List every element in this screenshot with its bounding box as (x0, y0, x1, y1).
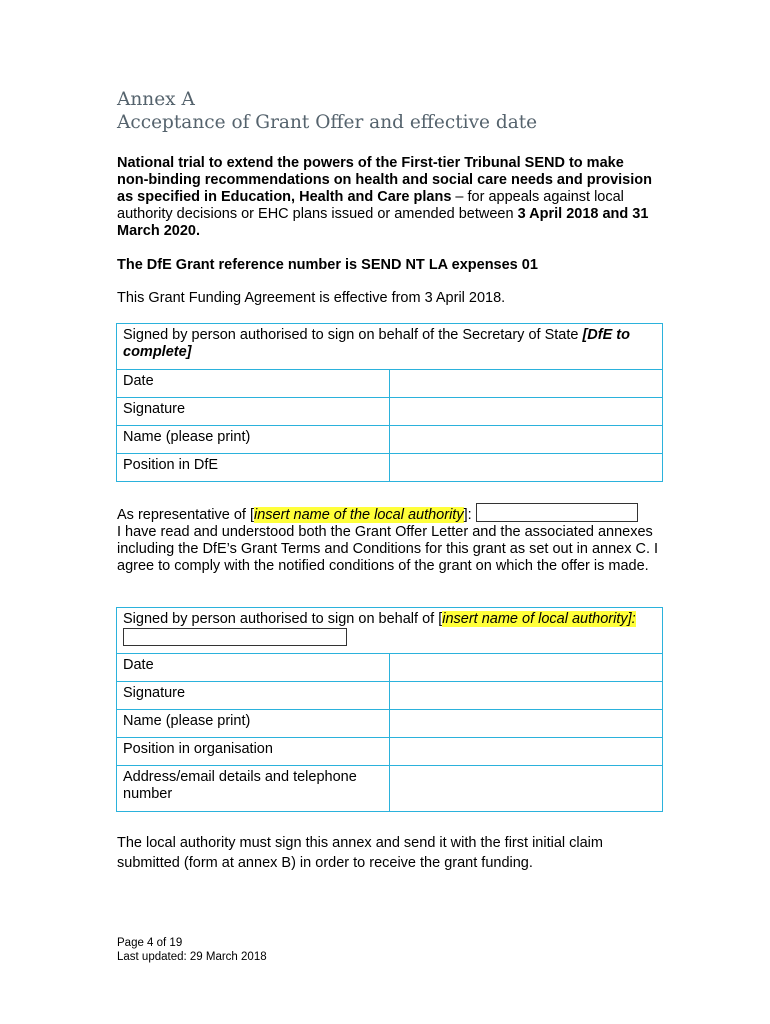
representative-line (117, 503, 667, 524)
rep-suffix: ]: (463, 507, 472, 523)
la-row-label-date: Date (117, 654, 390, 682)
dfe-signature-field[interactable] (390, 398, 663, 426)
annex-label: Annex A (117, 89, 195, 110)
la-signature-field[interactable] (390, 682, 663, 710)
rep-placeholder: insert name of the local authority (254, 507, 464, 523)
effective-statement: This Grant Funding Agreement is effective from 3 April 2018. (117, 290, 506, 306)
la-header-placeholder: insert name of local authority (442, 611, 628, 627)
la-table-header (117, 608, 663, 654)
last-updated: Last updated: 29 March 2018 (117, 951, 267, 963)
la-row-label-name: Name (please print) (117, 710, 390, 738)
dfe-header-note: [DfE to complete] (123, 327, 630, 360)
annex-subtitle: Acceptance of Grant Offer and effective date (117, 112, 538, 133)
la-header-text: Signed by person authorised to sign on behalf of [ (123, 611, 443, 627)
la-name-field[interactable] (123, 628, 347, 646)
grant-reference: The DfE Grant reference number is SEND NT LA expenses 01 (117, 257, 538, 273)
rep-prefix: As representative of [ (117, 507, 255, 523)
intro-bold: National trial to extend the powers of the First-tier Tribunal SEND to make non-binding recommendations on health and social care needs and provision as specified in Education, Health and Care plans (117, 155, 652, 205)
dfe-table-header (117, 324, 663, 370)
dfe-name-field[interactable] (390, 426, 663, 454)
annex-heading (117, 88, 537, 134)
la-date-field[interactable] (390, 654, 663, 682)
page-footer (117, 936, 267, 964)
la-position-field[interactable] (390, 738, 663, 766)
dfe-date-field[interactable] (390, 370, 663, 398)
intro-paragraph (117, 155, 657, 240)
la-address-field[interactable] (390, 766, 663, 812)
dfe-row-label-date: Date (117, 370, 390, 398)
dfe-signature-table (116, 323, 663, 482)
dfe-row-label-name: Name (please print) (117, 426, 390, 454)
representative-paragraph (117, 503, 667, 575)
closing-paragraph: The local authority must sign this annex and send it with the first initial claim submitted (form at annex B) in order to receive the grant funding. (117, 835, 603, 871)
dfe-row-label-position: Position in DfE (117, 454, 390, 482)
dfe-row-label-signature: Signature (117, 398, 390, 426)
la-signature-table (116, 607, 663, 812)
la-row-label-address: Address/email details and telephone number (117, 766, 390, 812)
la-row-label-position: Position in organisation (117, 738, 390, 766)
representative-body: I have read and understood both the Grant Offer Letter and the associated annexes including the DfE’s Grant Terms and Conditions for this grant as set out in annex C. I agree to comply with the notified conditions of the grant on which the offer is made. (117, 524, 659, 574)
la-row-label-signature: Signature (117, 682, 390, 710)
la-header-suffix: ]: (627, 611, 636, 627)
dfe-position-field[interactable] (390, 454, 663, 482)
intro-normal: – for appeals against local authority decisions or EHC plans issued or amended between (117, 189, 624, 222)
intro-dates: 3 April 2018 and 31 March 2020. (117, 206, 649, 239)
la-name-print-field[interactable] (390, 710, 663, 738)
local-authority-name-field[interactable] (476, 503, 638, 522)
dfe-header-text: Signed by person authorised to sign on behalf of the Secretary of State (123, 327, 583, 343)
page-number: Page 4 of 19 (117, 937, 183, 949)
